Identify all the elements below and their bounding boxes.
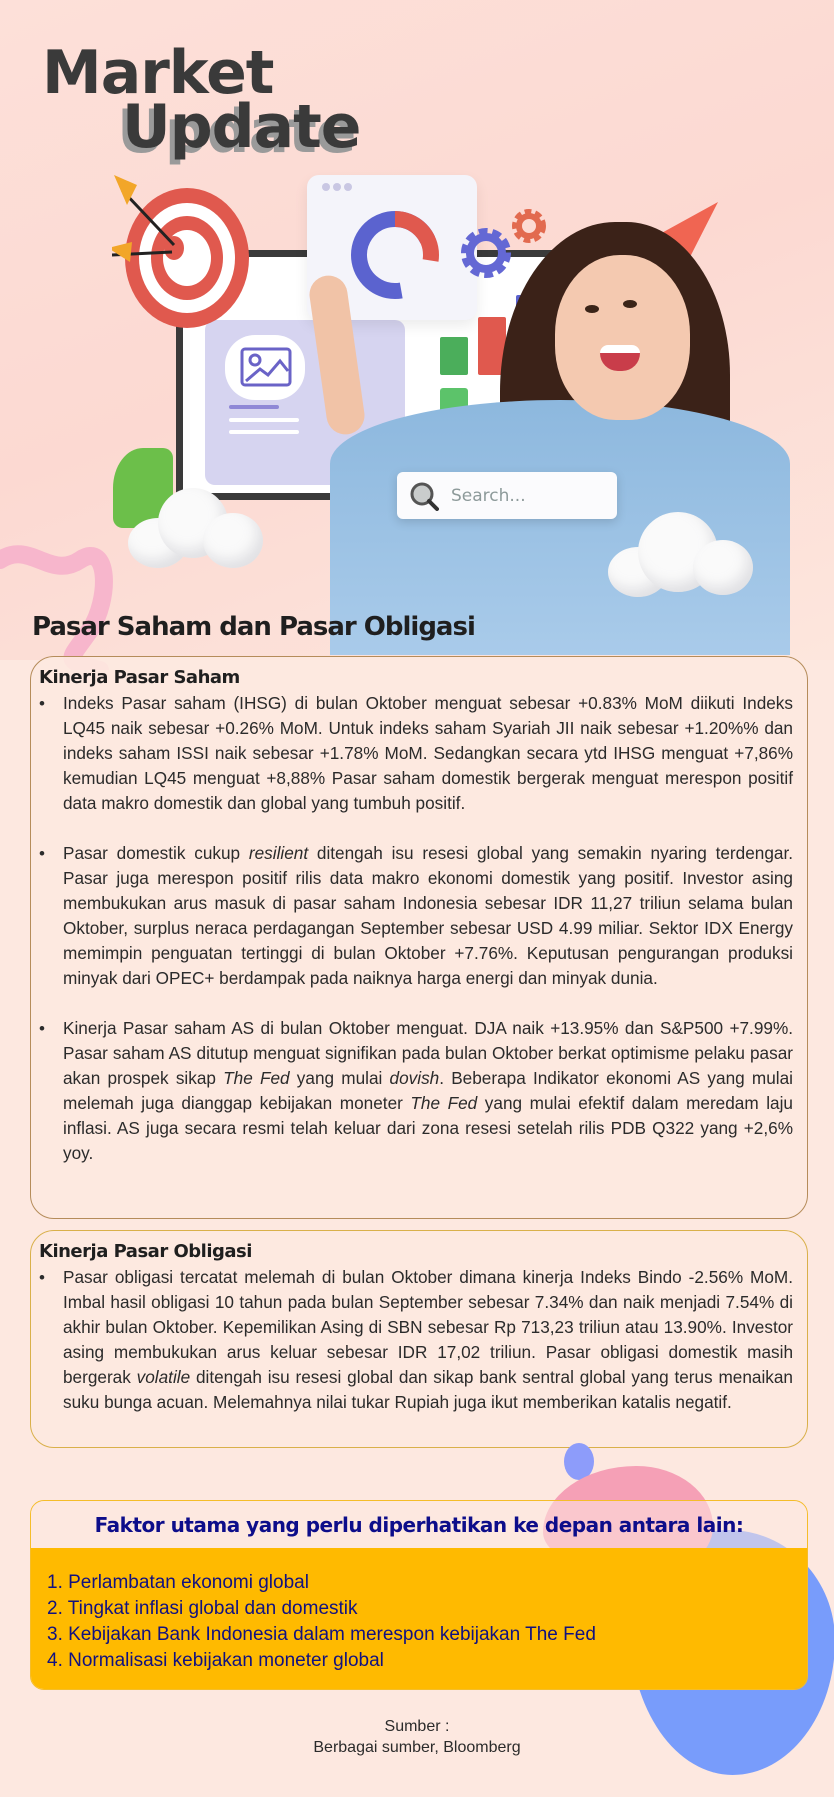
faktor-utama-box (30, 1500, 808, 1690)
decorative-line (229, 418, 299, 422)
text-span: yang mulai (289, 1068, 390, 1088)
source-value: Berbagai sumber, Bloomberg (313, 1739, 521, 1756)
pink-squiggle-decoration (0, 540, 140, 675)
title-market: Market (42, 38, 274, 108)
text-span: . Beberapa Indikator ekonomi AS yang mulai melemah juga dianggap kebijakan moneter (63, 1068, 793, 1113)
factor-item: 2. Tingkat inflasi global dan domestik (47, 1598, 358, 1619)
cloud-icon (128, 488, 263, 568)
faktor-utama-list (31, 1548, 807, 1689)
factor-item: 3. Kebijakan Bank Indonesia dalam merespon kebijakan The Fed (47, 1624, 596, 1645)
donut-chart-icon (345, 205, 445, 305)
section-title: Pasar Saham dan Pasar Obligasi (32, 612, 475, 642)
source-note (0, 1716, 834, 1758)
window-dots (322, 183, 352, 191)
image-icon (240, 347, 292, 387)
obligasi-bullet (39, 1265, 793, 1415)
text-span: Pasar obligasi tercatat melemah di bulan Oktober dimana kinerja Indeks Bindo -2.56% MoM. Imbal hasil obligasi 10 tahun pada bulan September sebesar 7.34% dan naik menjadi 7.54% di akhir bulan Oktober. Kepemilikan Asing di SBN sebesar Rp 713,23 triliun atau 13.90%. Investor asing membukukan arus keluar sebesar IDR 17,02 triliun. Pasar obligasi domestik masih bergerak (63, 1267, 793, 1387)
search-icon (409, 481, 439, 511)
text-span: ditengah isu resesi global dan sikap bank sentral global yang terus menaikan suku bunga acuan. Melemahnya nilai tukar Rupiah juga ikut memberikan katalis negatif. (63, 1367, 793, 1412)
title-update: Update (122, 92, 361, 162)
saham-bullet-2 (39, 841, 793, 991)
text-span: Kinerja Pasar saham AS di bulan Oktober menguat. DJA naik +13.95% dan S&P500 +7.99%. Pasar saham AS ditutup menguat signifikan pada bulan Oktober berkat optimisme pelaku pasar akan prospek sikap (63, 1018, 793, 1088)
woman-eye (623, 300, 637, 308)
italic-text: The Fed (410, 1093, 478, 1113)
saham-bullet-1: • Indeks Pasar saham (IHSG) di bulan Oktober menguat sebesar +0.83% MoM diikuti Indeks LQ45 naik sebesar +0.26% MoM. Untuk indeks saham Syariah JII naik sebesar +1.20%% dan indeks saham ISSI naik sebesar +1.78% MoM. Sedangkan secara ytd IHSG menguat +7,86% kemudian LQ45 menguat +8,88% Pasar saham domestik bergerak menguat merespon positif data makro domestik dan global yang tumbuh positif. (39, 691, 793, 816)
text-span: Pasar domestik cukup (63, 843, 249, 863)
saham-bullet-3 (39, 1016, 793, 1166)
kinerja-pasar-obligasi-box (30, 1230, 808, 1448)
cloud-icon (608, 512, 753, 597)
kinerja-pasar-obligasi-heading: Kinerja Pasar Obligasi (39, 1241, 252, 1262)
italic-text: volatile (136, 1367, 191, 1387)
target-icon (112, 170, 262, 335)
text-span: yang mulai efektif dalam meredam laju inflasi. AS juga secara resmi telah keluar dari zona resesi setelah rilis PDB Q322 yang +2,6% yoy. (63, 1093, 793, 1163)
kinerja-pasar-saham-box (30, 656, 808, 1219)
italic-text: resilient (248, 843, 309, 863)
factor-item: 1. Perlambatan ekonomi global (47, 1572, 309, 1593)
search-bar-illustration (397, 472, 617, 519)
image-card (225, 335, 305, 400)
woman-face (555, 255, 690, 420)
woman-eye (585, 305, 599, 313)
italic-text: The Fed (223, 1068, 290, 1088)
italic-text: dovish (389, 1068, 440, 1088)
text-span: ditengah isu resesi global yang semakin nyaring terdengar. Pasar juga merespon positif rilis data makro ekonomi domestik yang positif. Investor asing membukukan arus masuk di pasar saham Indonesia sebesar IDR 11,27 triliun selama bulan Oktober, surplus neraca perdagangan September sebesar USD 4.99 miliar. Sektor IDX Energy memimpin penguatan tertinggi di bulan Oktober +7.76%. Keputusan pengurangan produksi minyak dari OPEC+ berdampak pada naiknya harga energi dan minyak dunia. (63, 843, 793, 988)
gear-icon (508, 205, 550, 252)
faktor-utama-heading: Faktor utama yang perlu diperhatikan ke depan antara lain: (31, 1501, 807, 1548)
factor-item: 4. Normalisasi kebijakan moneter global (47, 1650, 384, 1671)
kinerja-pasar-saham-heading: Kinerja Pasar Saham (39, 667, 240, 688)
decorative-line (229, 430, 299, 434)
source-label: Sumber : (384, 1718, 450, 1735)
decorative-line (229, 405, 279, 409)
search-placeholder: Search... (451, 485, 526, 506)
